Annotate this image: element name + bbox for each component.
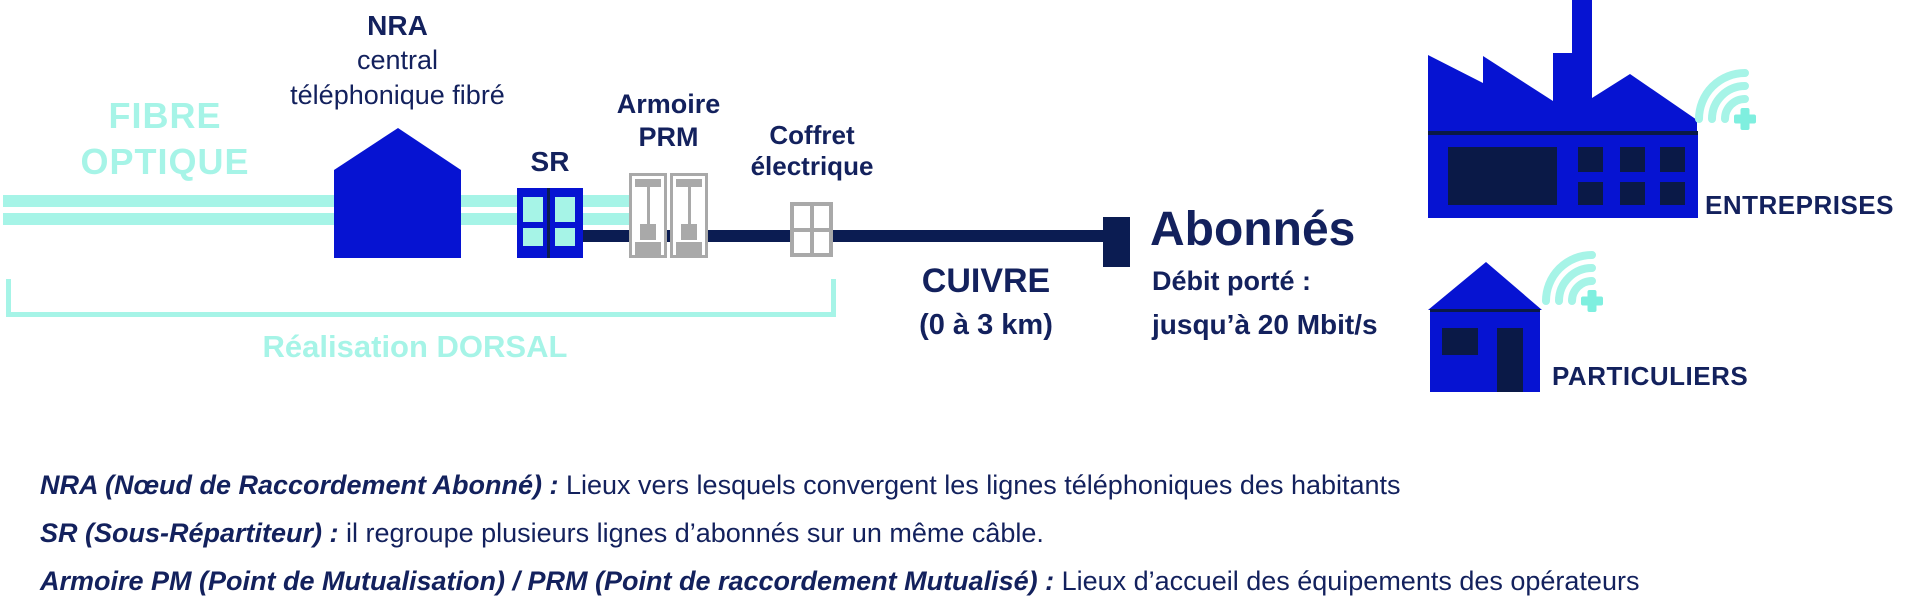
prm-door-stem <box>688 187 691 227</box>
definition-armoire-term: Armoire PM (Point de Mutualisation) / PRM (Point de raccordement Mutualisé) : <box>40 566 1055 596</box>
coffret-label-line1: Coffret <box>769 120 855 150</box>
house-icon <box>1427 262 1543 392</box>
realisation-dorsal-label: Réalisation DORSAL <box>262 329 568 364</box>
prm-door-left <box>629 173 667 258</box>
wifi-plus-icon <box>1528 237 1612 321</box>
coffret-label <box>727 120 897 182</box>
sr-cabinet-icon <box>517 188 583 258</box>
nra-building-icon <box>334 128 461 258</box>
dorsal-bracket-left-tick <box>6 279 11 317</box>
prm-door-stem <box>647 187 650 227</box>
definition-sr <box>40 518 1044 549</box>
sr-label: SR <box>530 146 570 177</box>
sr-window <box>555 197 575 222</box>
sr-window <box>523 228 543 246</box>
nra-subtitle-1: central <box>356 45 439 75</box>
prm-door-top-bar <box>676 179 702 187</box>
armoire-prm-label <box>596 88 741 154</box>
cuivre-distance-label: (0 à 3 km) <box>919 309 1053 341</box>
prm-door-handle <box>640 224 656 240</box>
factory-icon <box>1428 0 1698 218</box>
prm-door-right <box>670 173 708 258</box>
debit-line1: Débit porté : <box>1152 266 1311 296</box>
nra-subtitle-2: téléphonique fibré <box>290 80 505 110</box>
sr-cabinet-divider <box>547 188 550 258</box>
particuliers-label: PARTICULIERS <box>1552 361 1749 391</box>
wifi-plus-icon <box>1681 55 1765 139</box>
coffret-label-line2: électrique <box>750 151 874 181</box>
nra-label-block <box>275 8 520 113</box>
cuivre-label: CUIVRE <box>921 262 1051 300</box>
prm-door-handle <box>681 224 697 240</box>
armoire-label-line2: PRM <box>638 122 699 152</box>
prm-cabinet-icon <box>629 173 708 258</box>
definition-armoire-text: Lieux d’accueil des équipements des opérateurs <box>1054 566 1640 596</box>
definition-nra-text: Lieux vers lesquels convergent les lignes téléphoniques des habitants <box>558 470 1401 500</box>
prm-door-bottom-bar <box>676 242 702 255</box>
armoire-label-line1: Armoire <box>616 89 721 119</box>
prm-door-bottom-bar <box>635 242 661 255</box>
electrical-box-icon <box>790 202 833 257</box>
abonnes-title: Abonnés <box>1150 203 1356 256</box>
definition-nra-term: NRA (Nœud de Raccordement Abonné) : <box>40 470 559 500</box>
fibre-optique-line2: OPTIQUE <box>80 141 250 182</box>
terminal-connector <box>1103 217 1130 267</box>
definition-armoire <box>40 566 1639 597</box>
definition-nra <box>40 470 1401 501</box>
definition-sr-text: il regroupe plusieurs lignes d’abonnés sur un même câble. <box>338 518 1044 548</box>
dorsal-bracket <box>6 312 836 317</box>
entreprises-label: ENTREPRISES <box>1705 190 1894 220</box>
fibre-optique-line1: FIBRE <box>108 95 222 136</box>
definition-sr-term: SR (Sous-Répartiteur) : <box>40 518 339 548</box>
debit-line2: jusqu’à 20 Mbit/s <box>1152 309 1378 340</box>
electrical-box-divider-h <box>794 228 829 232</box>
dorsal-bracket-right-tick <box>831 279 836 317</box>
fibre-optique-label <box>50 93 280 185</box>
nra-title: NRA <box>367 10 428 41</box>
sr-window <box>523 197 543 222</box>
prm-door-top-bar <box>635 179 661 187</box>
sr-window <box>555 228 575 246</box>
